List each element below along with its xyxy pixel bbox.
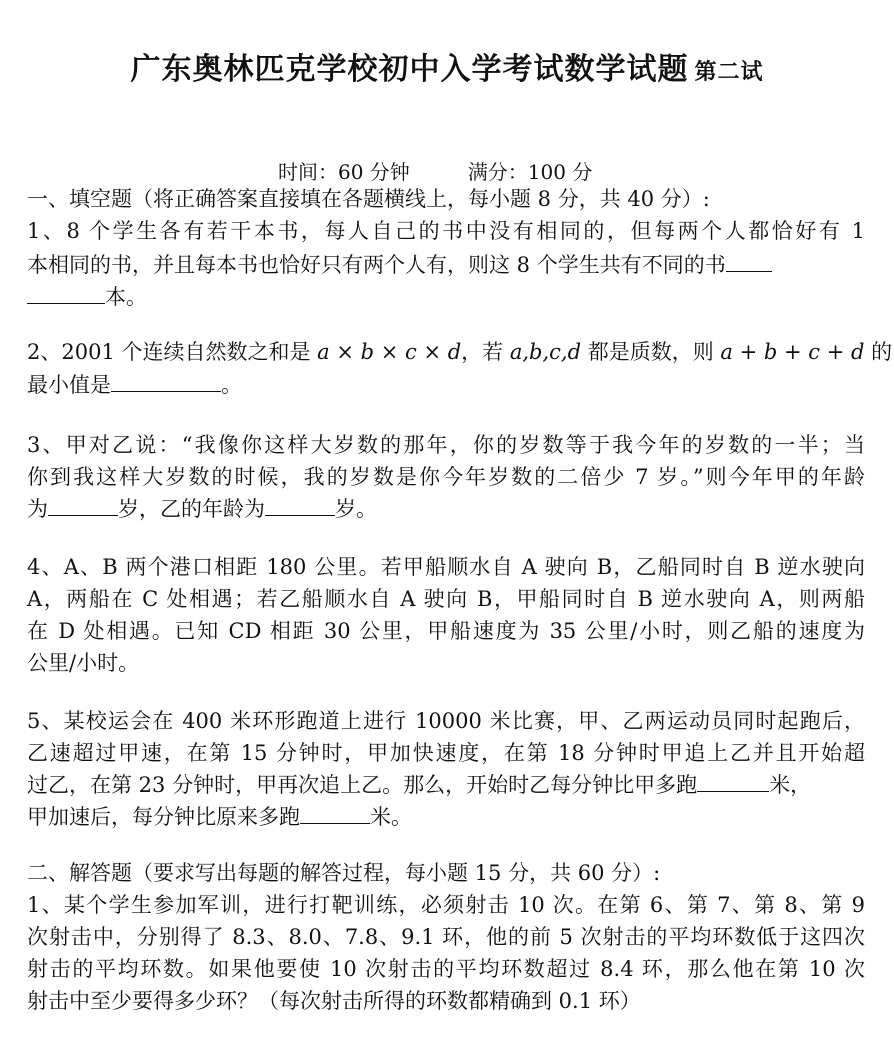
q1-line2 [27, 250, 772, 280]
title-sub: 第二试 [694, 59, 764, 85]
q1-line3 [27, 282, 147, 312]
exam-title [0, 44, 894, 88]
q1-line1: 1、8 个学生各有若干本书，每人自己的书中没有相同的，但每两个人都恰好有 1 [27, 219, 865, 243]
q5-answer-blank-b[interactable] [300, 803, 370, 824]
q2-product-expr: a × b × c × d [317, 340, 462, 364]
q5-text-a: 过乙，在第 23 分钟时，甲再次追上乙。那么，开始时乙每分钟比甲多跑 [27, 773, 698, 797]
q2-text-b: ，若 [461, 340, 510, 364]
q2-text-a: 2、2001 个连续自然数之和是 [27, 340, 318, 364]
q5-line4 [27, 802, 412, 832]
q4-line1: 4、A、B 两个港口相距 180 公里。若甲船顺水自 A 驶向 B，乙船同时自 B 逆水驶向 [27, 555, 865, 579]
q4-line3: 在 D 处相遇。已知 CD 相距 30 公里，甲船速度为 35 公里/小时，则乙船的速度为 [27, 619, 865, 643]
s2q1-line4: 射击中至少要得多少环？（每次射击所得的环数都精确到 0.1 环） [27, 989, 641, 1013]
q4-line2: A，两船在 C 处相遇；若乙船顺水自 A 驶向 B，甲船同时自 B 逆水驶向 A，则两船 [27, 587, 865, 611]
q4-line4: 公里/小时。 [27, 651, 140, 675]
q1-answer-blank[interactable] [726, 251, 772, 272]
full-score: 满分：100 分 [467, 160, 593, 184]
q2-vars: a,b,c,d [509, 340, 582, 364]
q5-line3 [27, 770, 811, 800]
s2q1-line3: 射击的平均环数。如果他要使 10 次射击的平均环数超过 8.4 环，那么他在第 10 次 [27, 957, 865, 981]
q2-text-c: 都是质数，则 [581, 340, 721, 364]
q3-answer-blank-a[interactable] [48, 495, 118, 516]
s2q1-line1: 1、某个学生参加军训，进行打靶训练，必须射击 10 次。在第 6、第 7、第 8、第 9 [27, 893, 865, 917]
s2q1-line2: 次射击中，分别得了 8.3、8.0、7.8、9.1 环，他的前 5 次射击的平均环数低于这四次 [27, 925, 865, 949]
section1-heading: 一、填空题（将正确答案直接填在各题横线上，每小题 8 分，共 40 分）: [27, 187, 710, 211]
q1-line2-text: 本相同的书，并且每本书也恰好只有两个人有，则这 8 个学生共有不同的书 [27, 253, 726, 277]
q2-line2-text: 最小值是 [27, 373, 111, 397]
q3-answer-blank-b[interactable] [265, 495, 335, 516]
q5-text-b: 米， [769, 773, 812, 797]
q2-line2 [27, 370, 242, 400]
title-main: 广东奥林匹克学校初中入学考试数学试题 [130, 52, 689, 87]
q3-line3 [27, 494, 377, 524]
q5-answer-blank-a[interactable] [697, 771, 769, 792]
time-limit: 时间：60 分钟 [278, 160, 410, 184]
q5-text-d: 米。 [370, 805, 412, 829]
exam-meta [278, 156, 592, 185]
section2-heading: 二、解答题（要求写出每题的解答过程，每小题 15 分，共 60 分）: [27, 861, 661, 885]
q2-sum-expr: a + b + c + d [720, 340, 865, 364]
q5-line2: 乙速超过甲速，在第 15 分钟时，甲加快速度，在第 18 分钟时甲追上乙并且开始超 [27, 741, 865, 765]
q2-text-d: 的 [864, 340, 893, 364]
q2-line1 [27, 337, 892, 367]
q1-answer-blank-cont[interactable] [27, 283, 105, 304]
q3-text-a: 为 [27, 497, 48, 521]
q2-answer-blank[interactable] [111, 371, 221, 392]
q5-text-c: 甲加速后，每分钟比原来多跑 [27, 805, 300, 829]
q3-line1: 3、甲对乙说：“我像你这样大岁数的那年，你的岁数等于我今年的岁数的一半；当 [27, 433, 865, 457]
q2-line2-end: 。 [221, 373, 242, 397]
q3-text-b: 岁，乙的年龄为 [118, 497, 265, 521]
q5-line1: 5、某校运会在 400 米环形跑道上进行 10000 米比赛，甲、乙两运动员同时起跑后， [27, 709, 865, 733]
q1-line3-text: 本。 [105, 285, 147, 309]
q3-line2: 你到我这样大岁数的时候，我的岁数是你今年岁数的二倍少 7 岁。”则今年甲的年龄 [27, 465, 865, 489]
q3-text-c: 岁。 [335, 497, 377, 521]
